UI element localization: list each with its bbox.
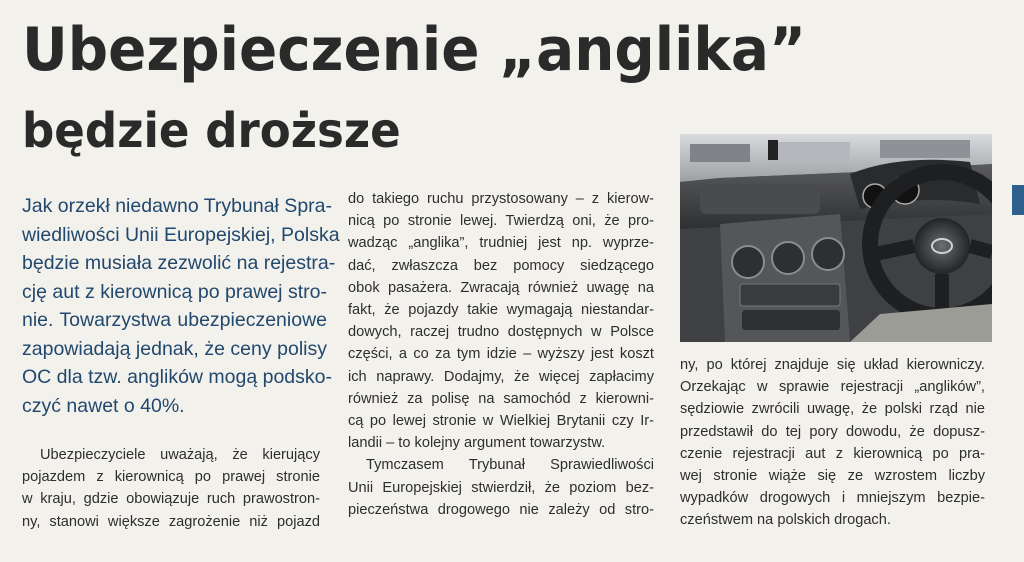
- body-line: obok pasażera. Zwracają również uwagę na: [348, 279, 654, 296]
- lead-paragraph: [22, 192, 340, 420]
- body-line: dać, zwłaszcza bez pomocy siedzącego: [348, 257, 654, 274]
- body-line: cą po lewej stronie w Wielkiej Brytanii czy Ir-: [348, 413, 654, 430]
- lead-line: wiedliwości Unii Europejskiej, Polska: [22, 223, 340, 246]
- body-line: czeństwem na polskich drogach.: [680, 512, 891, 529]
- lead-line: OC dla tzw. anglików mogą podsko-: [22, 366, 332, 388]
- body-line: pojazdem z kierownicą po prawej stronie: [22, 469, 320, 486]
- body-line: pieczeństwa drogowego nie zależy od stro-: [348, 501, 654, 518]
- body-line: czenie rejestracji aut z kierownicą po pra-: [680, 445, 985, 462]
- lead-line: czyć nawet o 40%.: [22, 394, 185, 417]
- body-column-3: [680, 354, 985, 532]
- body-column-1: [22, 444, 320, 533]
- body-line: Unii Europejskiej stwierdził, że poziom bez-: [348, 479, 654, 496]
- body-line: wypadków drogowych i mniejszym bezpie-: [680, 490, 985, 507]
- body-line: fakt, że pojazdy takie wymagają niestandar-: [348, 302, 654, 319]
- body-line: sędziowie zwrócili uwagę, że polski rząd nie: [680, 401, 985, 418]
- body-line: części, a co za tym idzie – wyższy jest koszt: [348, 346, 654, 363]
- body-line: landii – to kolejny argument towarzystw.: [348, 435, 606, 452]
- body-line: również za polisę na samochód z kierowni-: [348, 390, 654, 407]
- body-line: wadząc „anglika”, trudniej jest np. wyprze-: [348, 235, 654, 252]
- body-line: ny, stanowi większe zagrożenie niż pojazd: [22, 513, 320, 530]
- body-line: ny, po której znajduje się układ kierowniczy.: [680, 357, 985, 373]
- right-hand-drive-car-interior-icon: [680, 134, 992, 342]
- lead-line: cję aut z kierownicą po prawej stro-: [22, 280, 327, 303]
- body-line: dowych, raczej trudno dostępnych w Polsce: [348, 324, 654, 341]
- body-column-2: [348, 188, 654, 521]
- lead-line: nie. Towarzystwa ubezpieczeniowe: [22, 309, 327, 331]
- body-line: nicą po stronie lewej. Twierdzą oni, że pro-: [348, 213, 654, 230]
- body-line: przedstawił do tej pory dowodu, że dopusz-: [680, 423, 985, 440]
- body-line: Tymczasem Trybunał Sprawiedliwości: [366, 457, 654, 474]
- lead-line: Jak orzekł niedawno Trybunał Spra-: [22, 195, 332, 217]
- body-line: w kraju, gdzie obowiązuje ruch prawostron-: [22, 491, 320, 508]
- body-line: ich naprawy. Dodajmy, że więcej zapłacimy: [348, 368, 654, 385]
- lead-line: zapowiadają jednak, że ceny polisy: [22, 337, 327, 360]
- car-interior-photo: [680, 134, 992, 342]
- page-edge-tab: [1012, 185, 1024, 215]
- body-line: Ubezpieczyciele uważają, że kierujący: [40, 447, 320, 463]
- body-line: wej stronie wiąże się ze wzrostem liczby: [680, 468, 985, 485]
- body-line: do takiego ruchu przystosowany – z kierow-: [348, 191, 654, 207]
- headline-line-1: Ubezpieczenie „anglika”: [22, 15, 807, 85]
- lead-line: będzie musiała zezwolić na rejestra-: [22, 252, 336, 274]
- body-line: Orzekając w sprawie rejestracji „anglików”,: [680, 379, 985, 396]
- headline-line-2: będzie droższe: [22, 103, 401, 159]
